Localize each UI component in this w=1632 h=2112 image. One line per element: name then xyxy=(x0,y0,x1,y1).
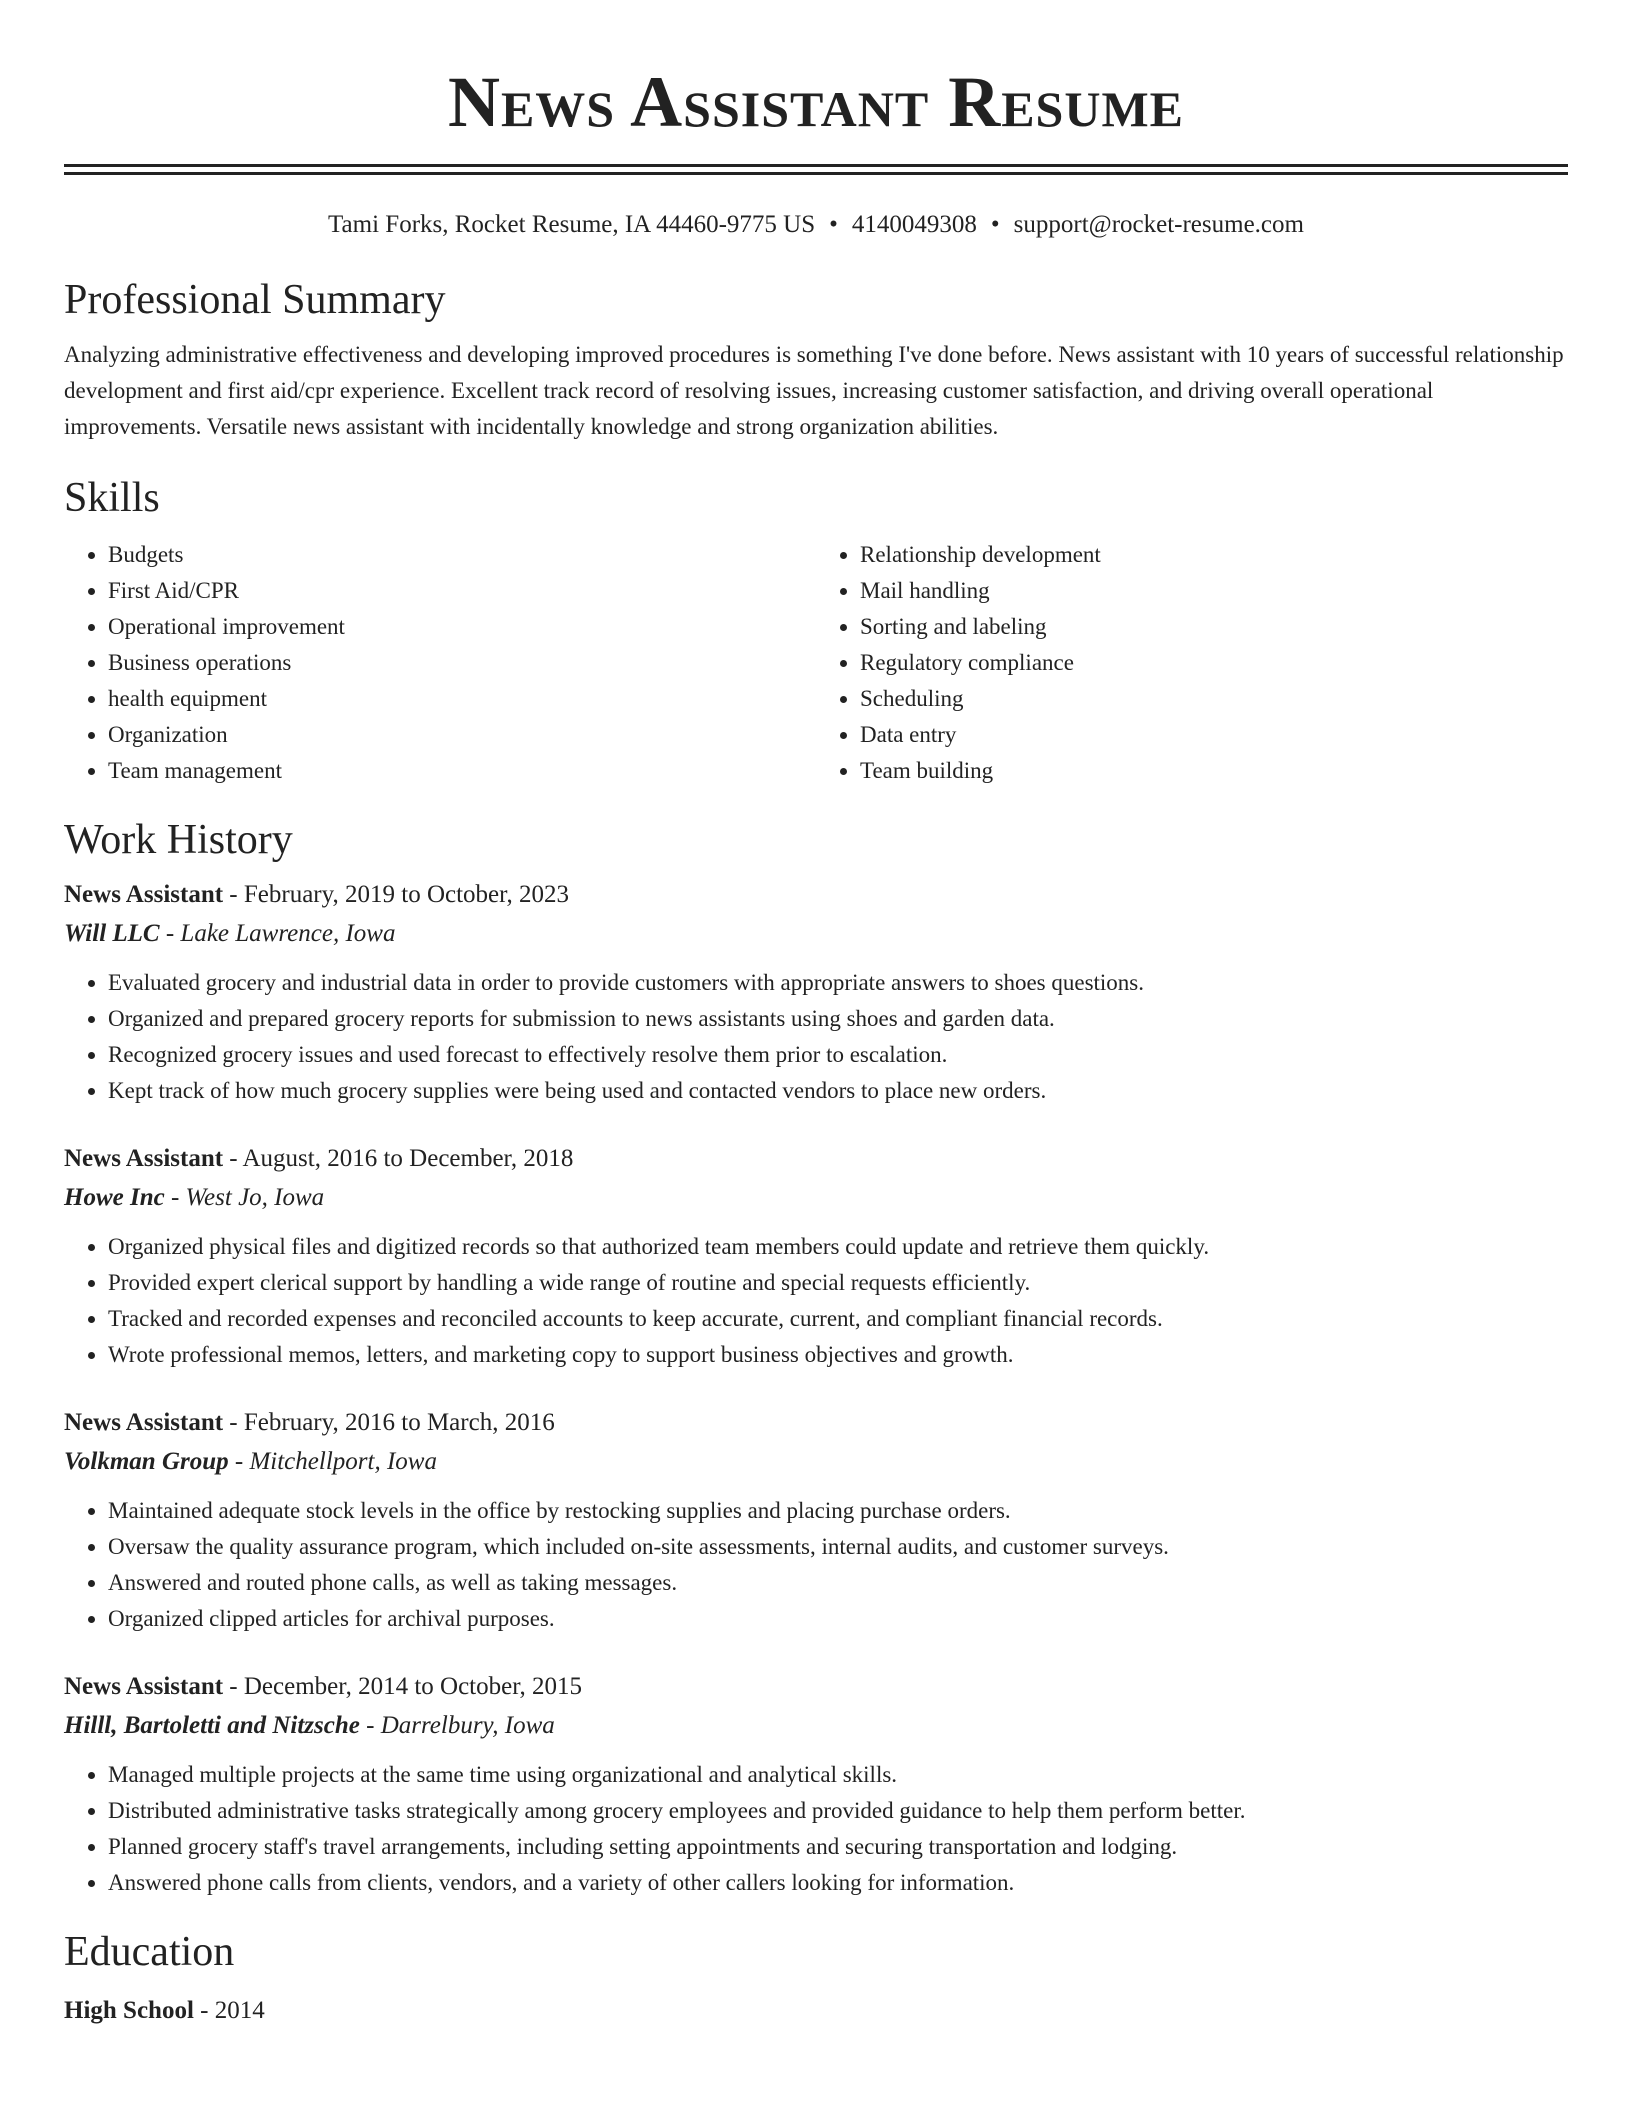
company-name: Howe Inc xyxy=(64,1184,165,1211)
job-bullets xyxy=(64,1757,1568,1901)
job-bullet: • Organized clipped articles for archival purposes. xyxy=(108,1601,1568,1637)
company-line xyxy=(64,1443,1568,1481)
job-dates: - December, 2014 to October, 2015 xyxy=(223,1673,583,1700)
job-dates: - August, 2016 to December, 2018 xyxy=(223,1145,574,1172)
job-bullet: • Distributed administrative tasks strategically among grocery employees and provided guidance to help them perform better. xyxy=(108,1793,1568,1829)
company-location: - West Jo, Iowa xyxy=(164,1184,325,1211)
company-location: - Mitchellport, Iowa xyxy=(228,1448,437,1475)
job-title: News Assistant xyxy=(64,1409,224,1436)
job-bullet: • Maintained adequate stock levels in the office by restocking supplies and placing purchase orders. xyxy=(108,1493,1568,1529)
skill-item: • Business operations xyxy=(108,645,816,681)
summary-text: Analyzing administrative effectiveness and developing improved procedures is something I've done before. News assistant with 10 years of successful relationship development and first aid/cpr experience. Excellent track record of resolving issues, increasing customer satisfaction, and driving overall operational improvements. Versatile news assistant with incidentally knowledge and strong organization abilities. xyxy=(64,342,1564,439)
skills-list xyxy=(64,537,1568,789)
job-bullet: • Organized physical files and digitized records so that authorized team members could update and retrieve them quickly. xyxy=(108,1229,1568,1265)
education-entry xyxy=(64,1991,1568,2031)
company-line xyxy=(64,1179,1568,1217)
skills-column-right xyxy=(816,537,1568,789)
skills-heading: Skills xyxy=(64,475,160,521)
job-bullet: • Answered and routed phone calls, as well as taking messages. xyxy=(108,1565,1568,1601)
job-entry xyxy=(64,1403,1568,1637)
job-bullet: • Managed multiple projects at the same time using organizational and analytical skills. xyxy=(108,1757,1568,1793)
skill-item: • Sorting and labeling xyxy=(860,609,1568,645)
skill-item: • Team management xyxy=(108,753,816,789)
skill-item: • Organization xyxy=(108,717,816,753)
education-degree: High School xyxy=(64,1997,194,2024)
job-bullets xyxy=(64,1493,1568,1637)
skill-item: • Data entry xyxy=(860,717,1568,753)
company-name: Volkman Group xyxy=(64,1448,229,1475)
contact-line xyxy=(64,209,1568,241)
bullet-separator: • xyxy=(829,211,838,238)
job-bullet: • Tracked and recorded expenses and reconciled accounts to keep accurate, current, and compliant financial records. xyxy=(108,1301,1568,1337)
work-history-heading: Work History xyxy=(64,817,293,863)
job-title-line xyxy=(64,875,1568,915)
skill-item: • health equipment xyxy=(108,681,816,717)
company-line xyxy=(64,915,1568,953)
job-bullet: • Provided expert clerical support by handling a wide range of routine and special requests efficiently. xyxy=(108,1265,1568,1301)
job-bullet: • Organized and prepared grocery reports for submission to news assistants using shoes and garden data. xyxy=(108,1001,1568,1037)
skill-item: • Scheduling xyxy=(860,681,1568,717)
education-heading: Education xyxy=(64,1929,235,1975)
title-divider-second xyxy=(64,172,1568,175)
job-title-line xyxy=(64,1139,1568,1179)
skill-item: • Budgets xyxy=(108,537,816,573)
company-location: - Lake Lawrence, Iowa xyxy=(159,920,396,947)
skill-item: • First Aid/CPR xyxy=(108,573,816,609)
job-entry xyxy=(64,875,1568,1109)
job-title: News Assistant xyxy=(64,1145,224,1172)
bullet-separator: • xyxy=(990,211,1000,238)
job-bullets xyxy=(64,1229,1568,1373)
job-title: News Assistant xyxy=(64,1673,224,1700)
skills-column-left xyxy=(64,537,816,789)
job-bullet: • Answered phone calls from clients, vendors, and a variety of other callers looking for information. xyxy=(108,1865,1568,1901)
job-bullet: • Wrote professional memos, letters, and marketing copy to support business objectives and growth. xyxy=(108,1337,1568,1373)
company-name: Will LLC xyxy=(64,920,160,947)
job-entry xyxy=(64,1667,1568,1901)
contact-phone: 4140049308 xyxy=(851,211,977,238)
job-title-line xyxy=(64,1667,1568,1707)
job-bullet: • Recognized grocery issues and used forecast to effectively resolve them prior to escalation. xyxy=(108,1037,1568,1073)
job-bullet: • Oversaw the quality assurance program, which included on-site assessments, internal audits, and customer surveys. xyxy=(108,1529,1568,1565)
contact-email: support@rocket-resume.com xyxy=(1013,211,1304,238)
company-name: Hilll, Bartoletti and Nitzsche xyxy=(64,1712,360,1739)
company-location: - Darrelbury, Iowa xyxy=(359,1712,555,1739)
job-bullets xyxy=(64,965,1568,1109)
job-bullet: • Evaluated grocery and industrial data in order to provide customers with appropriate answers to shoes questions. xyxy=(108,965,1568,1001)
title-divider xyxy=(64,164,1568,167)
skill-item: • Mail handling xyxy=(860,573,1568,609)
company-line xyxy=(64,1707,1568,1745)
job-dates: - February, 2016 to March, 2016 xyxy=(223,1409,555,1436)
job-dates: - February, 2019 to October, 2023 xyxy=(223,881,569,908)
page-title: News Assistant Resume xyxy=(447,62,1185,142)
job-entry xyxy=(64,1139,1568,1373)
job-bullet: • Kept track of how much grocery supplies were being used and contacted vendors to place new orders. xyxy=(108,1073,1568,1109)
skill-item: • Regulatory compliance xyxy=(860,645,1568,681)
education-year: - 2014 xyxy=(193,1997,265,2024)
job-title-line xyxy=(64,1403,1568,1443)
skill-item: • Operational improvement xyxy=(108,609,816,645)
job-title: News Assistant xyxy=(64,881,224,908)
skill-item: • Relationship development xyxy=(860,537,1568,573)
skill-item: • Team building xyxy=(860,753,1568,789)
contact-address: Tami Forks, Rocket Resume, IA 44460-9775 US xyxy=(328,211,816,238)
job-bullet: • Planned grocery staff's travel arrangements, including setting appointments and securing transportation and lodging. xyxy=(108,1829,1568,1865)
summary-heading: Professional Summary xyxy=(64,277,446,323)
